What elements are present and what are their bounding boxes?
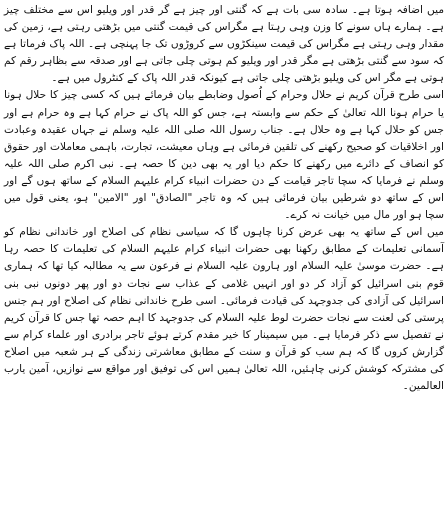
paragraph-1: میں اضافہ ہوتا ہے۔ سادہ سی بات ہے کہ گنتی اور چیز ہے گر قدر اور ویلیو اس سے مختلف چیز ہے۔ ہمارے ہاں سونے کا وزن وہی رہتا ہے مگراس کی قیمت گنتی میں بڑھتی رہتی ہے، زمین کی مقدار وہی رہتی ہے مگراس کی قیمت سینکڑوں سے کروڑوں تک جا پہنچی ہے۔ اللہ پاک فرماتا ہے کہ سود سے گنتی بڑھتی ہے مگر قدر اور ویلیو کم ہوتی چلی جاتی ہے اور صدقہ سے بظاہر رقم کم ہوتی ہے مگر اس کی ویلیو بڑھتی چلی جاتی ہے کیونکہ قدر اللہ پاک کے کنٹرول میں ہے۔ [4, 4, 444, 85]
article-page [4, 2, 444, 507]
paragraph-2: اسی طرح قرآن کریم نے حلال وحرام کے اُصول وضابطے بیان فرمائے ہیں کہ کسی چیز کا حلال ہونا یا حرام ہونا اللہ تعالیٰ کے حکم سے وابستہ ہے، جس کو اللہ پاک نے حرام کہا ہے وہ حرام ہے اور جس کو حلال کہا ہے وہ حلال ہے۔ جناب رسول اللہ صلی اللہ علیہ وسلم نے جہاں عقیدہ وعبادت اور اخلاقیات کو صحیح رکھنے کی تلقین فرمائی ہے وہاں معیشت، تجارت، باہمی معاملات اور حقوق کو انصاف کے دائرے میں رکھنے کا حکم دیا اور یہ بھی دین کا حصہ ہے۔ نبی اکرم صلی اللہ علیہ وسلم نے فرمایا کہ سچا تاجر قیامت کے دن حضرات انبیاء کرام علیہم السلام کے ساتھ ہوں گے اور اس کے ساتھ دو شرطیں بیان فرمائی ہیں کہ وہ تاجر "الصادق" اور "الامین" ہو، یعنی قول میں سچا ہو اور مال میں خیانت نہ کرے۔ [4, 89, 444, 222]
paragraph-3: میں اس کے ساتھ یہ بھی عرض کرنا چاہوں گا کہ سیاسی نظام کی اصلاح اور خاندانی نظام کو آسمانی تعلیمات کے مطابق رکھنا بھی حضرات انبیاء کرام علیہم السلام کی تعلیمات کا حصہ رہا ہے۔ حضرت موسیٰ علیہ السلام اور ہارون علیہ السلام نے فرعون سے یہ مطالبہ کیا تھا کہ ہماری قوم بنی اسرائیل کو آزاد کر دو اور انہیں غلامی کے عذاب سے نجات دو اور پھر دونوں نبی بنی اسرائیل کی آزادی کی جدوجہد کی قیادت فرمائی۔ اسی طرح خاندانی نظام کی اصلاح اور ہم جنس پرستی کی لعنت سے نجات حضرت لوط علیہ السلام کی جدوجہد کا اہم حصہ تھا جس کا قرآن کریم نے تفصیل سے ذکر فرمایا ہے۔ میں سیمینار کا خیر مقدم کرتے ہوئے تاجر برادری اور علماء کرام سے گزارش کروں گا کہ ہم سب کو قرآن و سنت کے مطابق معاشرتی زندگی کے ہر شعبہ میں اصلاح کی مشترکہ کوشش کرنی چاہئیں، اللہ تعالیٰ ہمیں اس کی توفیق اور مواقع سے نوازیں، آمین یارب العالمین۔ [4, 226, 444, 393]
